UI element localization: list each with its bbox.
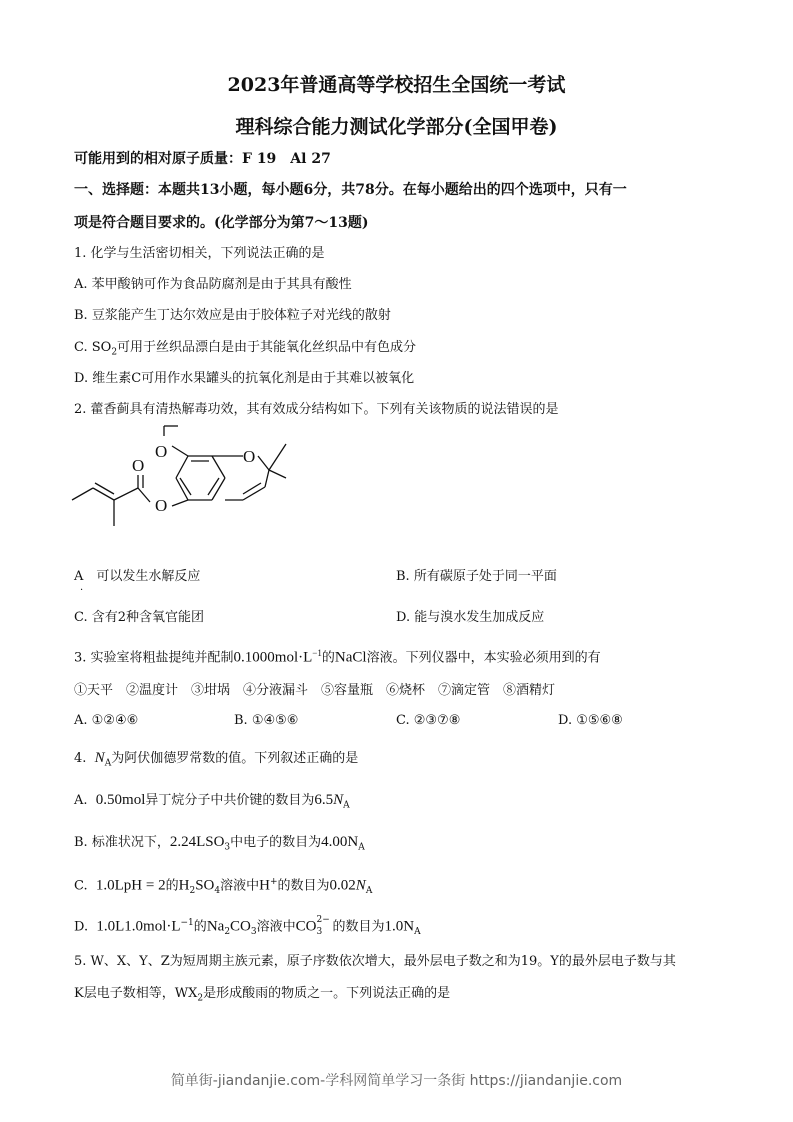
exam-title: 2023年普通高等学校招生全国统一考试 [227,74,566,96]
q2-option-a-dot: · [80,585,84,596]
molecular-structure [60,420,300,540]
q1-option-b: B. 豆浆能产生丁达尔效应是由于胶体粒子对光线的散射 [74,308,391,323]
q2-stem: 2. 藿香蓟具有清热解毒功效，其有效成分结构如下。下列有关该物质的说法错误的是 [74,402,559,417]
q3-option-b: B. ①④⑤⑥ [234,713,299,728]
q3-option-c: C. ②③⑦⑧ [396,713,461,728]
q3-instrument-list: ①天平 ②温度计 ③坩埚 ④分液漏斗 ⑤容量瓶 ⑥烧杯 ⑦滴定管 ⑧酒精灯 [74,683,556,698]
q4-option-b: B. 标准状况下，$2.24LSO_3$中电子的数目为$4.00N_A$ [74,834,365,853]
atomic-mass-line: 可能用到的相对原子质量：F 19 Al 27 [74,151,331,167]
q2-option-c: C. 含有2种含氧官能团 [74,610,205,625]
methoxy-oxygen-label: O [155,442,168,461]
ester-oxygen-label: O [155,496,168,515]
q3-option-a: A. ①②④⑥ [74,713,139,728]
ring-oxygen-label: O [243,447,256,466]
q1-option-a: A. 苯甲酸钠可作为食品防腐剂是由于其具有酸性 [74,277,352,292]
q5-stem-line2: K层电子数相等，$WX_2$是形成酸雨的物质之一。下列说法正确的是 [74,986,451,1004]
q4-option-c: C. 1.0LpH = 2的$H_2SO_4$溶液中H+的数目为$0.02N_A$ [74,877,373,896]
q1-option-c: C. $SO_2$可用于丝织品漂白是由于其能氧化丝织品中有色成分 [74,340,417,358]
q4-option-d: D. $1.0L1.0mol\cdot L^{-1}$的$Na_2CO_3$溶液中CO 2− 3 的数目为$1.0N_A$ [74,915,421,938]
q4-option-a: A. 0.50mol异丁烷分子中共价键的数目为$6.5N_A$ [74,792,350,811]
carbonyl-oxygen-label: O [132,456,145,475]
page-footer: 简单街-jiandanjie.com-学科网简单学习一条街 https://jiandanjie.com [170,1073,623,1089]
q5-stem-line1: 5. W、X、Y、Z为短周期主族元素，原子序数依次增大，最外层电子数之和为19。Y的最外层电子数与其 [74,954,676,969]
exam-subtitle: 理科综合能力测试化学部分(全国甲卷) [235,116,558,138]
q1-stem: 1. 化学与生活密切相关，下列说法正确的是 [74,246,325,261]
section-instruction-line1: 一、选择题：本题共13小题，每小题6分，共78分。在每小题给出的四个选项中，只有一 [74,182,627,198]
q2-option-b: B. 所有碳原子处于同一平面 [396,569,557,584]
section-instruction-line2: 项是符合题目要求的。(化学部分为第7～13题) [74,215,369,231]
q2-option-a: A 可以发生水解反应 [74,569,201,584]
q3-option-d: D. ①⑤⑥⑧ [558,713,623,728]
q2-option-d: D. 能与溴水发生加成反应 [396,610,545,625]
q4-stem: 4. $N_A$为阿伏伽德罗常数的值。下列叙述正确的是 [74,750,359,769]
q3-stem: 3. 实验室将粗盐提纯并配制$0.1000mol\cdot L^{-1}$的NaCl溶液。下列仪器中，本实验必须用到的有 [74,648,601,666]
q1-option-d: D. 维生素C可用作水果罐头的抗氧化剂是由于其难以被氧化 [74,371,415,386]
